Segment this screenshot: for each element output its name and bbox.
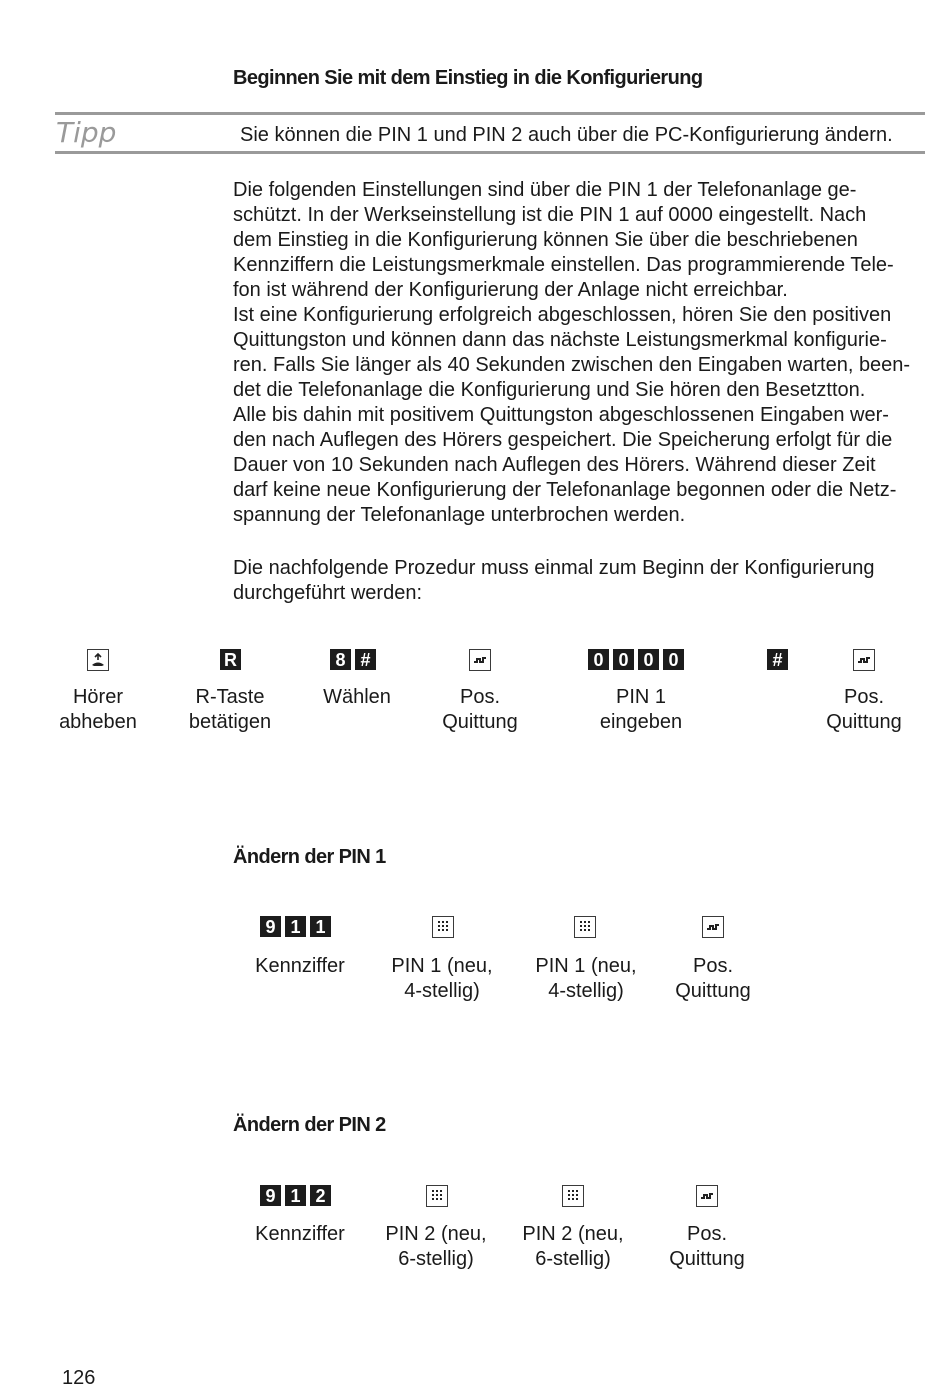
section-heading: Beginnen Sie mit dem Einstieg in die Konfigurierung [233, 67, 703, 89]
body-line: darf keine neue Konfigurierung der Telefonanlage begonnen oder die Netz- [233, 479, 897, 501]
body-line: Ist eine Konfigurierung erfolgreich abgeschlossen, hören Sie den positiven [233, 304, 892, 326]
key-hash: # [767, 649, 788, 670]
key-0: 0 [588, 649, 609, 670]
key-r: R [220, 649, 241, 670]
body-line: dem Einstieg in die Konfigurierung können Sie über die beschriebenen [233, 229, 858, 251]
tip-bottom-rule [55, 151, 925, 154]
positive-confirmation-tone-icon [696, 1185, 718, 1207]
body-line: Kennziffern die Leistungsmerkmale einstellen. Das programmierende Tele- [233, 254, 894, 276]
key-0: 0 [638, 649, 659, 670]
keypad-entry-icon [426, 1185, 448, 1207]
body-line: Alle bis dahin mit positivem Quittungston abgeschlossenen Eingaben wer- [233, 404, 889, 426]
key-8: 8 [330, 649, 351, 670]
body-line: det die Telefonanlage die Konfigurierung und Sie hören den Besetztton. [233, 379, 866, 401]
keypad-entry-icon [432, 916, 454, 938]
caption-confirm: Pos. Quittung [669, 1223, 745, 1270]
body-line: spannung der Telefonanlage unterbrochen werden. [233, 504, 686, 526]
caption-confirm: Pos. Quittung [442, 686, 518, 733]
keypad-entry-icon [562, 1185, 584, 1207]
caption-new-pin-repeat: PIN 2 (neu, 6-stellig) [522, 1223, 624, 1270]
caption-r-key: R-Taste betätigen [188, 686, 272, 733]
key-2: 2 [310, 1185, 331, 1206]
body-line: fon ist während der Konfigurierung der Anlage nicht erreichbar. [233, 279, 788, 301]
tip-top-rule [55, 112, 925, 115]
tip-label: Tipp [56, 116, 117, 149]
hash-key-icon [767, 649, 788, 670]
keypad-entry-icon [574, 916, 596, 938]
key-1: 1 [285, 916, 306, 937]
page-number: 126 [62, 1367, 96, 1389]
r-key-icon [220, 649, 241, 670]
body-line: den nach Auflegen des Hörers gespeichert. Die Speicherung erfolgt für die [233, 429, 893, 451]
pin-keys [588, 649, 684, 670]
tip-text: Sie können die PIN 1 und PIN 2 auch über die PC-Konfigurierung ändern. [240, 124, 893, 146]
pin2-heading: Ändern der PIN 2 [233, 1114, 386, 1136]
key-hash: # [355, 649, 376, 670]
caption-new-pin-repeat: PIN 1 (neu, 4-stellig) [535, 955, 637, 1002]
key-9: 9 [260, 916, 281, 937]
caption-confirm: Pos. Quittung [675, 955, 751, 1002]
key-0: 0 [663, 649, 684, 670]
pin1-code-keys [260, 916, 331, 937]
pin1-heading: Ändern der PIN 1 [233, 846, 386, 868]
handset-lift-icon [87, 649, 109, 671]
key-1: 1 [285, 1185, 306, 1206]
body-line: schützt. In der Werkseinstellung ist die PIN 1 auf 0000 eingestellt. Nach [233, 204, 867, 226]
dial-keys [330, 649, 376, 670]
caption-new-pin: PIN 2 (neu, 6-stellig) [385, 1223, 487, 1270]
body-line: Die nachfolgende Prozedur muss einmal zum Beginn der Konfigurierung [233, 557, 875, 579]
key-9: 9 [260, 1185, 281, 1206]
body-line: durchgeführt werden: [233, 582, 423, 604]
body-line: Die folgenden Einstellungen sind über die PIN 1 der Telefonanlage ge- [233, 179, 857, 201]
key-0: 0 [613, 649, 634, 670]
body-line: ren. Falls Sie länger als 40 Sekunden zwischen den Eingaben warten, been- [233, 354, 911, 376]
body-line: Dauer von 10 Sekunden nach Auflegen des Hörers. Während dieser Zeit [233, 454, 876, 476]
caption-code: Kennziffer [255, 1223, 345, 1245]
caption-dial: Wählen [323, 686, 391, 708]
positive-confirmation-tone-icon [853, 649, 875, 671]
body-paragraph [233, 178, 933, 528]
caption-confirm: Pos. Quittung [826, 686, 902, 733]
caption-new-pin: PIN 1 (neu, 4-stellig) [391, 955, 493, 1002]
pin2-code-keys [260, 1185, 331, 1206]
positive-confirmation-tone-icon [702, 916, 724, 938]
positive-confirmation-tone-icon [469, 649, 491, 671]
caption-code: Kennziffer [255, 955, 345, 977]
caption-handset: Hörer abheben [59, 686, 137, 733]
caption-pin: PIN 1 eingeben [599, 686, 683, 733]
procedure-intro [233, 556, 933, 606]
body-line: Quittungston und können dann das nächste Leistungsmerkmal konfigurie- [233, 329, 887, 351]
key-1: 1 [310, 916, 331, 937]
